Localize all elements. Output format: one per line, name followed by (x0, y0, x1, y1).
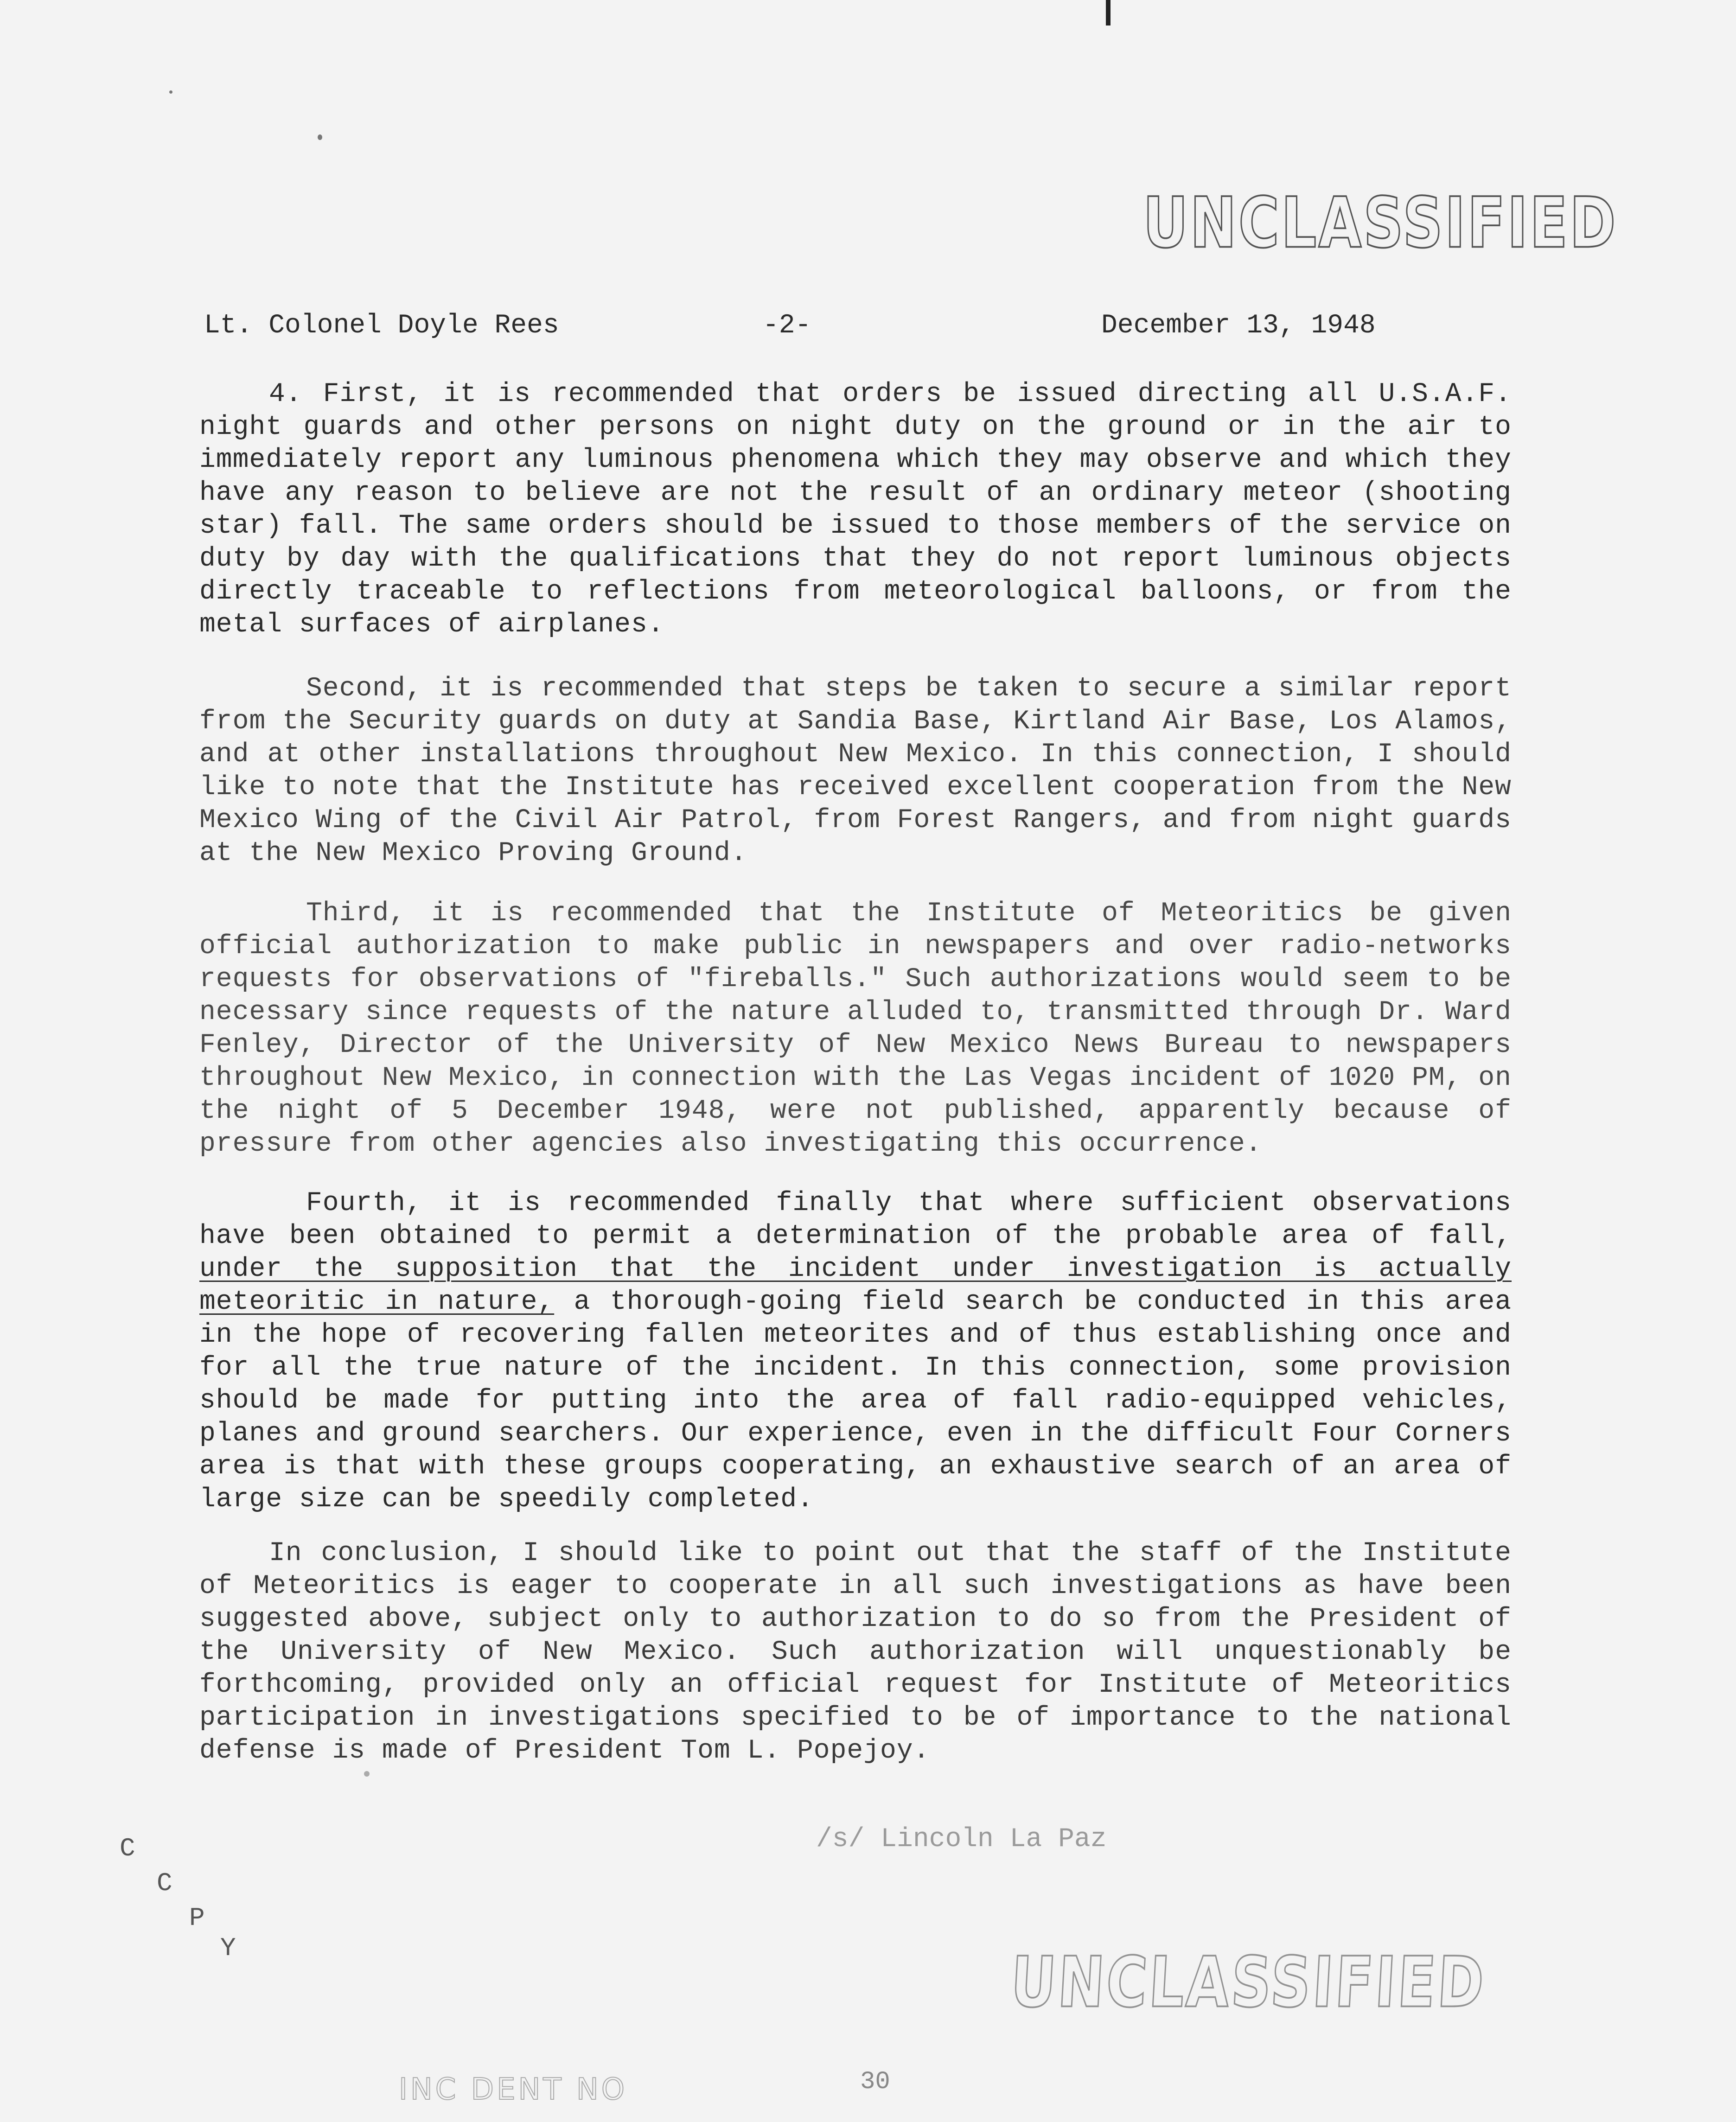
page-number: -2- (763, 311, 811, 341)
paragraph-first (199, 378, 1512, 641)
paragraph-third-text: Third, it is recommended that the Institute of Meteoritics be given official authorization to make public in newspapers and over radio-networks requests for observations of "fireballs." Such authorizations would seem to be necessary since requests of the nature alluded to, transmitted through Dr. Ward Fenley, Director of the University of New Mexico News Bureau to newspapers throughout New Mexico, in connection with the Las Vegas incident of 1020 PM, on the night of 5 December 1948, were not published, apparently because of pressure from other agencies also investigating this occurrence. (199, 899, 1512, 1159)
letter-date: December 13, 1948 (1101, 311, 1376, 341)
letter-header (204, 311, 1428, 352)
paragraph-fourth (199, 1187, 1512, 1516)
paragraph-fourth-end: a thorough-going field search be conducted in this area in the hope of recovering fallen meteorites and of thus establishing once and for all the true nature of the incident. In this connection, some provision should be made for putting into the area of fall radio-equipped vehicles, planes and ground searchers. Our experience, even in the difficult Four Corners area is that with these groups cooperating, an exhaustive search of an area of large size can be speedily completed. (199, 1287, 1512, 1515)
speck (318, 134, 322, 140)
unclassified-stamp-top: UNCLASSIFIED (1143, 183, 1618, 264)
paragraph-second (199, 672, 1512, 870)
addressee: Lt. Colonel Doyle Rees (204, 311, 559, 341)
top-edge-mark (1106, 0, 1111, 25)
paragraph-first-text: 4. First, it is recommended that orders be issued directing all U.S.A.F. night guards and other persons on night duty on the ground or in the air to immediately report any luminous phenomena which they may observe and which they have any reason to believe are not the result of an ordinary meteor (shooting star) fall. The same orders should be issued to those members of the service on duty by day with the qualifications that they do not report luminous objects directly traceable to reflections from meteorological balloons, or from the metal surfaces of airplanes. (199, 379, 1512, 640)
margin-mark-4: Y (220, 1933, 236, 1963)
paragraph-second-text: Second, it is recommended that steps be taken to secure a similar report from the Security guards on duty at Sandia Base, Kirtland Air Base, Los Alamos, and at other installations throughout New Mexico. In this connection, I should like to note that the Institute has received excellent cooperation from the New Mexico Wing of the Civil Air Patrol, from Forest Rangers, and from night guards at the New Mexico Proving Ground. (199, 674, 1512, 868)
incident-number-stamp: INC DENT NO (399, 2072, 628, 2107)
margin-mark-1: C (120, 1834, 135, 1863)
margin-mark-2: C (157, 1868, 172, 1898)
paragraph-third (199, 897, 1512, 1160)
margin-mark-3: P (189, 1903, 205, 1933)
paragraph-conclusion-text: In conclusion, I should like to point out that the staff of the Institute of Meteoritics is eager to cooperate in all such investigations as have been suggested above, subject only to authorization to do so from the President of the University of New Mexico. Such authorization will unquestionably be forthcoming, provided only an official request for Institute of Meteoritics participation in investigations specified to be of importance to the national defense is made of President Tom L. Popejoy. (199, 1538, 1512, 1766)
signature-line: /s/ Lincoln La Paz (816, 1824, 1107, 1854)
paragraph-conclusion (199, 1537, 1512, 1767)
footer-number: 30 (860, 2068, 890, 2096)
paragraph-fourth-underlined: under the supposition that the incident under investigation is actually meteoritic in nature, (199, 1254, 1512, 1317)
speck (169, 90, 172, 94)
paragraph-fourth-start: Fourth, it is recommended finally that where sufficient observations have been obtained to permit a determination of the probable area of fall, (199, 1188, 1512, 1251)
speck (364, 1771, 370, 1777)
unclassified-stamp-bottom: UNCLASSIFIED (1008, 1943, 1488, 2023)
